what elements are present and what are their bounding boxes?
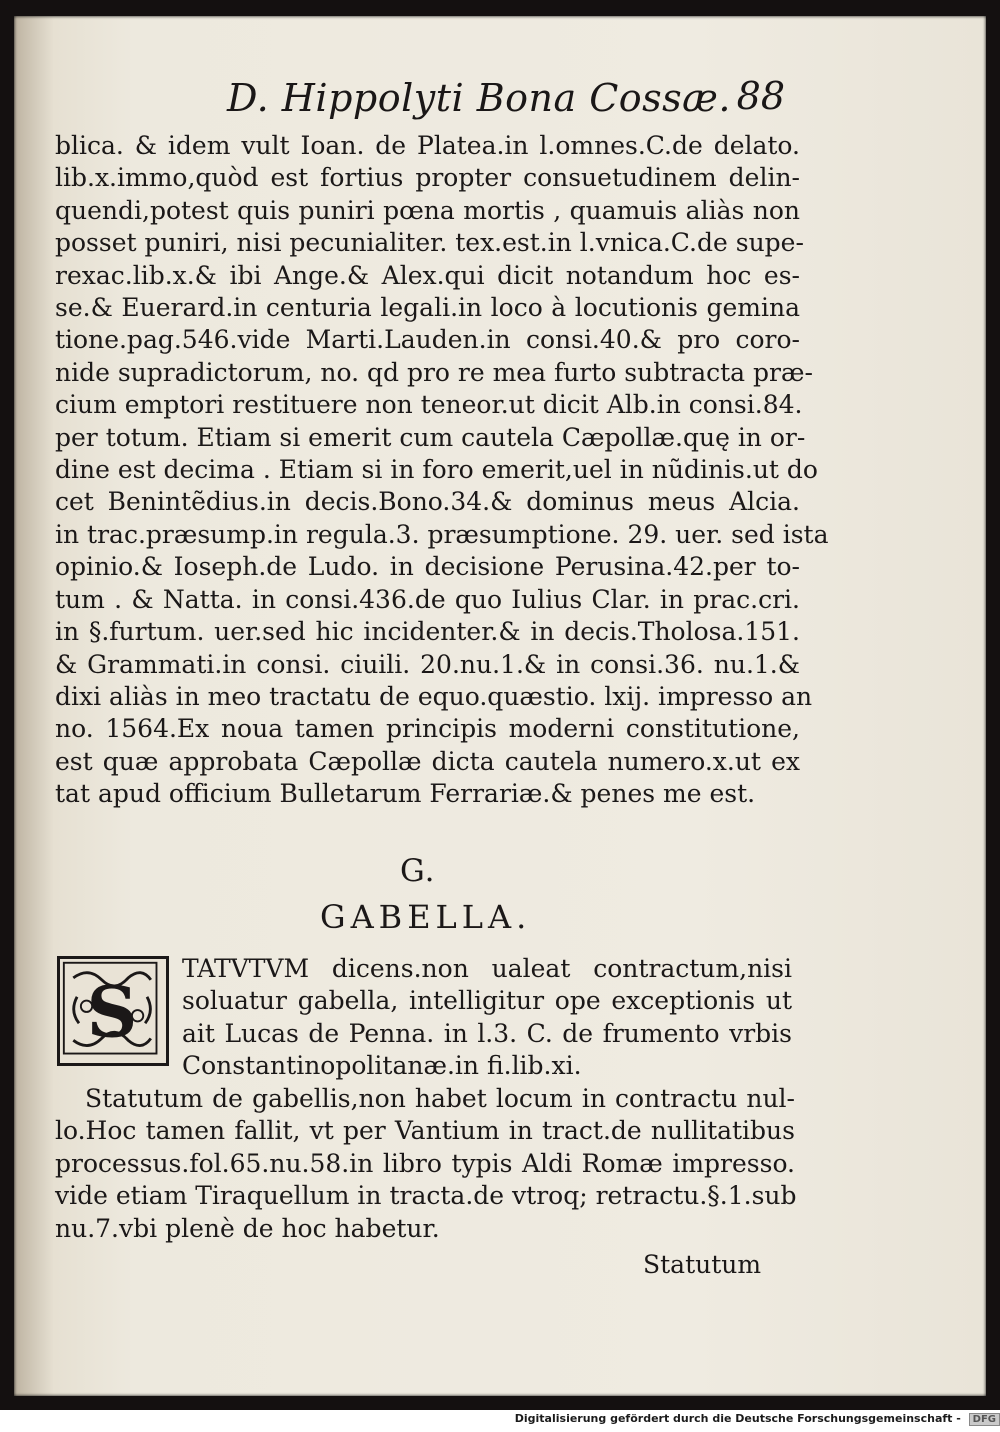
- footer-credit: Digitalisierung gefördert durch die Deutsche Forschungsgemeinschaft -: [514, 1412, 961, 1425]
- text-line: dine est decima . Etiam si in foro emerit,uel in nũdinis.ut do: [55, 455, 818, 485]
- text-line: tat apud officium Bulletarum Ferrariæ.& penes me est.: [55, 779, 756, 809]
- second-paragraph: [55, 1083, 795, 1245]
- text-line: cet Benintẽdius.in decis.Bono.34.& dominus meus Alcia.: [55, 487, 800, 517]
- page-header: [215, 70, 785, 130]
- text-line: in §.furtum. uer.sed hic incidenter.& in decis.Tholosa.151.: [55, 617, 800, 647]
- text-line: posset puniri, nisi pecunialiter. tex.est.in l.vnica.C.de supe-: [55, 228, 804, 258]
- ornament-icon: [60, 959, 166, 1063]
- text-line: se.& Euerard.in centuria legali.in loco à locutionis gemina: [55, 293, 800, 323]
- running-head: D. Hippolyti Bona Cossæ.: [227, 76, 731, 120]
- text-line: nide supradictorum, no. qd pro re mea furto subtracta præ-: [55, 357, 813, 387]
- statute-paragraph: [182, 953, 792, 1083]
- text-line: TATVTVM dicens.non ualeat contractum,nisi: [182, 954, 792, 983]
- text-line: Statutum de gabellis,non habet locum in contractu nul-: [85, 1084, 795, 1113]
- text-line: ait Lucas de Penna. in l.3. C. de frumento vrbis: [182, 1018, 792, 1048]
- section-title: GABELLA.: [320, 898, 532, 936]
- text-line: est quæ approbata Cæpollæ dicta cautela numero.x.ut ex: [55, 746, 800, 776]
- section-letter: G.: [400, 853, 436, 889]
- text-line: processus.fol.65.nu.58.in libro typis Aldi Romæ impresso.: [55, 1148, 795, 1178]
- digitization-footer: [400, 1412, 1000, 1432]
- text-line: lib.x.immo,quòd est fortius propter consuetudinem delin-: [55, 163, 800, 193]
- text-line: tum . & Natta. in consi.436.de quo Iulius Clar. in prac.cri.: [55, 584, 800, 614]
- text-line: quendi,potest quis puniri pœna mortis , quamuis aliàs non: [55, 195, 800, 225]
- initial-letter: S: [86, 971, 138, 1054]
- decorated-initial-letter: [57, 956, 169, 1066]
- dfg-logo: DFG: [969, 1413, 1000, 1426]
- text-line: no. 1564.Ex noua tamen principis moderni constitutione,: [55, 714, 800, 744]
- text-line: soluatur gabella, intelligitur ope exceptionis ut: [182, 986, 792, 1016]
- text-line: nu.7.vbi plenè de hoc habetur.: [55, 1213, 440, 1243]
- main-paragraph: [55, 130, 829, 811]
- page-number: 88: [736, 74, 785, 118]
- text-line: per totum. Etiam si emerit cum cautela Cæpollæ.quę in or-: [55, 422, 806, 452]
- text-line: blica. & idem vult Ioan. de Platea.in l.omnes.C.de delato.: [55, 131, 800, 160]
- text-line: cium emptori restituere non teneor.ut dicit Alb.in consi.84.: [55, 390, 803, 420]
- text-line: Constantinopolitanæ.in fi.lib.xi.: [182, 1051, 582, 1081]
- text-line: in trac.præsump.in regula.3. præsumptione. 29. uer. sed ista: [55, 519, 829, 549]
- text-line: opinio.& Ioseph.de Ludo. in decisione Perusina.42.per to-: [55, 552, 800, 582]
- text-line: vide etiam Tiraquellum in tracta.de vtroq; retractu.§.1.sub: [55, 1181, 797, 1211]
- text-line: lo.Hoc tamen fallit, vt per Vantium in tract.de nullitatibus: [55, 1116, 795, 1146]
- text-line: dixi aliàs in meo tractatu de equo.quæstio. lxij. impresso an: [55, 681, 813, 711]
- catchword: Statutum: [643, 1250, 762, 1279]
- text-line: & Grammati.in consi. ciuili. 20.nu.1.& in consi.36. nu.1.&: [55, 649, 800, 679]
- text-line: tione.pag.546.vide Marti.Lauden.in consi.40.& pro coro-: [55, 325, 800, 355]
- text-line: rexac.lib.x.& ibi Ange.& Alex.qui dicit notandum hoc es-: [55, 260, 800, 290]
